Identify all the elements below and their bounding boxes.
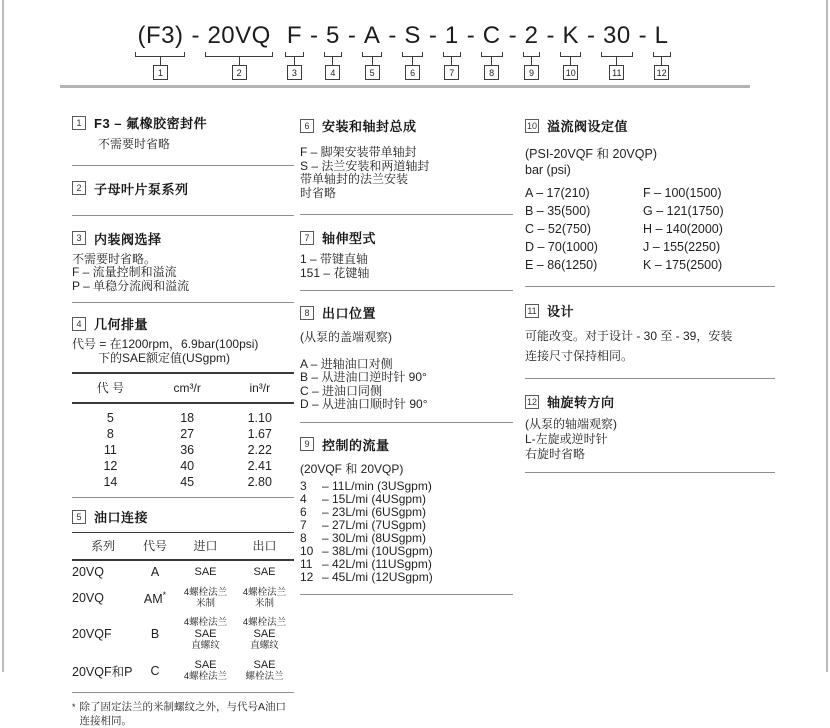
title-underline-rule (60, 85, 750, 88)
position-number-box: 6 (405, 65, 420, 80)
table-row (72, 474, 294, 497)
option-line: P – 单稳分流阀和溢流 (72, 278, 190, 293)
code-seg-text: 30 (602, 22, 631, 49)
code-seg-text: L (654, 22, 669, 49)
cell-series: 20VQ (72, 591, 104, 605)
model-code-block (0, 22, 818, 80)
table-row (72, 583, 294, 613)
position-number-box: 12 (654, 65, 669, 80)
table-row (72, 426, 294, 442)
section-divider (300, 290, 513, 291)
code-separator: - (347, 22, 356, 49)
cell-code: 11 (103, 443, 117, 457)
section-2-series (72, 179, 294, 198)
pressure-item: K – 175(2500) (643, 258, 723, 272)
option-line: B – 从进油口逆时针 90° (300, 370, 427, 384)
right-column (525, 113, 775, 473)
table-row (72, 403, 294, 426)
pressure-item: G – 121(1750) (643, 204, 724, 218)
position-number-box: 8 (484, 65, 499, 80)
cell-outlet: 4螺栓法兰 米制 (242, 587, 287, 609)
section-title: 油口连接 (94, 510, 149, 525)
code-seg-6 (402, 22, 423, 80)
stem-line (531, 57, 532, 65)
section-title: 溢流阀设定值 (547, 119, 629, 134)
section-subtitle: (从泵的盖端观察) (300, 330, 392, 344)
displacement-desc-2: 下的SAE额定值(USgpm) (98, 350, 231, 365)
flow-item: 7 – 27L/mi (7USgpm) (300, 518, 427, 532)
code-seg-12 (653, 22, 671, 80)
section-title: 几何排量 (94, 317, 149, 332)
option-line: 不需要时省略。 (72, 251, 157, 266)
section-8-outlet-position (300, 303, 513, 412)
cell-series: 20VQF (72, 627, 112, 641)
stem-line (160, 57, 161, 65)
position-number-box: 11 (609, 65, 624, 80)
page-right-border (826, 0, 828, 672)
code-separator: - (586, 22, 595, 49)
stem-line (332, 57, 333, 65)
section-divider (72, 215, 294, 216)
position-number-box: 4 (325, 65, 340, 80)
code-separator: - (638, 22, 647, 49)
code-seg-2 (205, 22, 272, 80)
code-seg-1 (135, 22, 185, 80)
code-seg-4 (324, 22, 342, 80)
pressure-item: F – 100(1500) (643, 186, 722, 200)
flow-item: 6 – 23L/mi (6USgpm) (300, 505, 427, 519)
cell-in3r: 1.10 (247, 411, 272, 425)
footnote-line: 除了固定法兰的米制螺纹之外，与代号A油口 (79, 701, 287, 713)
table-row (72, 613, 294, 655)
cell-code: 12 (103, 459, 118, 473)
column-header: 系列 (72, 533, 134, 561)
section-note: 不需要时省略 (98, 137, 171, 151)
cell-inlet: 4螺栓法兰 SAE 直螺纹 (183, 617, 228, 651)
column-header: in³/r (226, 373, 294, 403)
code-seg-text: 2 (524, 22, 539, 49)
section-3-valve-option (72, 229, 294, 294)
code-seg-11 (601, 22, 633, 80)
pressure-list-right (643, 184, 724, 274)
column-header: cm³/r (149, 373, 226, 403)
cell-code: 5 (106, 411, 114, 425)
section-divider (525, 286, 775, 287)
section-title: 内装阀选择 (94, 231, 162, 247)
stem-line (570, 57, 571, 65)
section-divider (72, 497, 294, 498)
section-subtitle: (PSI-20VQF 和 20VQP) (525, 147, 657, 161)
cell-cm3r: 27 (180, 427, 195, 441)
stem-line (412, 57, 413, 65)
displacement-table (72, 372, 294, 497)
cell-cm3r: 45 (180, 475, 195, 489)
position-number-box: 1 (153, 65, 168, 80)
cell-inlet: SAE 4螺栓法兰 (183, 659, 228, 682)
cell-code: C (150, 663, 160, 678)
section-4-displacement (72, 314, 294, 497)
stem-line (616, 57, 617, 65)
table-row (72, 560, 294, 583)
left-column (72, 110, 294, 728)
section-title: 轴伸型式 (322, 231, 377, 246)
code-separator: - (428, 22, 437, 49)
stem-line (451, 57, 452, 65)
code-separator: - (310, 22, 318, 49)
cell-code: AM* (143, 589, 167, 607)
section-11-design (525, 301, 775, 366)
option-line: D – 从进油口顺时针 90° (300, 397, 428, 411)
code-separator: - (546, 22, 555, 49)
option-line: 1 – 带键直轴 (300, 252, 369, 266)
page-left-border (2, 0, 4, 672)
cell-code: B (150, 627, 160, 641)
section-9-controlled-flow (300, 435, 513, 585)
section-12-rotation (525, 392, 775, 462)
section-10-relief-setting (525, 116, 775, 274)
code-seg-text: 1 (444, 22, 459, 49)
flow-item: 8 – 30L/mi (8USgpm) (300, 531, 427, 545)
code-separator: - (466, 22, 475, 49)
cell-outlet: SAE 螺栓法兰 (245, 659, 284, 682)
cell-series: 20VQ (72, 565, 104, 579)
cell-series: 20VQF和P (72, 664, 133, 679)
cell-in3r: 2.80 (247, 475, 272, 489)
section-number-box: 11 (525, 304, 539, 318)
cell-code: A (150, 565, 160, 579)
section-number-box: 1 (72, 116, 86, 130)
section-divider (525, 472, 775, 473)
code-seg-text: K (562, 22, 579, 49)
section-number-box: 9 (300, 437, 314, 451)
section-5-port-connections (72, 507, 294, 686)
section-1-seals (72, 113, 294, 152)
option-line: S – 法兰安装和两道轴封 (300, 158, 430, 173)
flow-item: 10 – 38L/mi (10USgpm) (300, 544, 433, 558)
table-row (72, 442, 294, 458)
section-divider (72, 302, 294, 303)
section-divider (300, 594, 513, 595)
code-separator: - (388, 22, 397, 49)
section-divider (525, 378, 775, 379)
code-seg-text: 20VQ (207, 22, 271, 49)
code-separator: - (508, 22, 517, 49)
code-seg-text: A (363, 22, 381, 49)
footnote-marker: * (162, 589, 167, 600)
pressure-item: B – 35(500) (525, 204, 591, 218)
cell-outlet: 4螺栓法兰 SAE 直螺纹 (242, 617, 287, 651)
position-number-box: 9 (524, 65, 539, 80)
rotation-line: 右旋时省略 (525, 447, 586, 461)
column-header: 出口 (235, 533, 294, 561)
rotation-line: L-左旋或逆时针 (525, 432, 608, 446)
code-seg-text: F (286, 22, 302, 49)
footnote-line: 连接相同。 (79, 715, 133, 727)
pressure-item: E – 86(1250) (525, 258, 598, 272)
section-number-box: 7 (300, 231, 314, 245)
option-line: 时省略 (300, 185, 337, 200)
option-line: C – 进油口同侧 (300, 383, 383, 398)
section-subtitle: (20VQF 和 20VQP) (300, 461, 404, 476)
section-title: 安装和轴封总成 (322, 119, 417, 134)
stem-line (294, 57, 295, 65)
section-title: 轴旋转方向 (547, 395, 615, 410)
cell-code: 14 (103, 475, 118, 489)
cell-in3r: 1.67 (247, 427, 272, 441)
section-number-box: 4 (72, 317, 86, 331)
flow-item: 3 – 11L/min (3USgpm) (300, 479, 432, 493)
section-divider (72, 165, 294, 166)
column-header: 进口 (176, 533, 235, 561)
section-title: F3 – 氟橡胶密封件 (94, 116, 208, 131)
section-divider (300, 422, 513, 423)
table-row (72, 458, 294, 474)
cell-code: 8 (106, 427, 114, 441)
table-row (72, 655, 294, 686)
section-number-box: 5 (72, 510, 86, 524)
section-divider (72, 692, 294, 693)
stem-line (372, 57, 373, 65)
option-line: 带单轴封的法兰安装 (300, 172, 409, 186)
section-6-mounting (300, 116, 513, 200)
port-table (72, 532, 294, 686)
pressure-item: D – 70(1000) (525, 240, 598, 254)
port-table-footnote (72, 700, 294, 728)
position-number-box: 10 (563, 65, 578, 80)
pressure-item: C – 52(750) (525, 222, 592, 236)
code-seg-text: 5 (326, 22, 340, 49)
section-title: 出口位置 (322, 306, 377, 321)
section-number-box: 6 (300, 119, 314, 133)
section-title: 子母叶片泵系列 (94, 181, 189, 197)
position-number-box: 5 (365, 65, 380, 80)
cell-in3r: 2.22 (247, 443, 272, 457)
cell-cm3r: 18 (180, 411, 195, 425)
cell-cm3r: 36 (180, 443, 195, 457)
rotation-line: (从泵的轴端观察) (525, 417, 617, 431)
option-line: F – 流量控制和溢流 (72, 265, 177, 279)
cell-in3r: 2.41 (247, 459, 272, 473)
position-number-box: 3 (287, 65, 302, 80)
position-number-box: 2 (232, 65, 247, 80)
code-seg-8 (481, 22, 503, 80)
cell-cm3r: 40 (180, 459, 195, 473)
section-7-shaft-type (300, 228, 513, 280)
code-seg-text: C (482, 22, 501, 49)
section-title: 设计 (547, 304, 575, 319)
pressure-list-left (525, 184, 643, 274)
code-seg-text: S (404, 22, 421, 49)
column-header: 代号 (134, 533, 176, 561)
option-line: A – 进轴油口对侧 (300, 356, 393, 371)
pressure-item: J – 155(2250) (643, 240, 721, 254)
code-seg-5 (362, 22, 383, 80)
section-number-box: 12 (526, 396, 537, 407)
stem-line (239, 57, 240, 65)
code-seg-10 (560, 22, 581, 80)
pressure-item: H – 140(2000) (643, 222, 723, 236)
design-note-line: 连接尺寸保持相同。 (525, 349, 634, 363)
section-subtitle-2: bar (psi) (525, 163, 571, 177)
section-divider (300, 214, 513, 215)
footnote-marker: * (72, 702, 76, 712)
design-note-line: 可能改变。对于设计 - 30 至 - 39，安装 (525, 329, 733, 343)
flow-item: 4 – 15L/mi (4USgpm) (300, 492, 427, 506)
section-number-box: 10 (526, 120, 537, 131)
middle-column (300, 113, 513, 595)
option-line: F – 脚架安装带单轴封 (300, 145, 417, 159)
code-separator: - (191, 22, 200, 49)
column-header: 代 号 (72, 373, 149, 403)
section-title: 控制的流量 (322, 437, 390, 453)
code-seg-3 (285, 22, 304, 80)
cell-inlet: SAE (194, 566, 217, 578)
flow-item: 11 – 42L/mi (11USgpm) (300, 557, 432, 571)
section-number-box: 2 (72, 181, 86, 195)
option-line: 151 – 花键轴 (300, 265, 370, 280)
stem-line (491, 57, 492, 65)
section-number-box: 3 (72, 231, 86, 245)
displacement-desc: 代号 = 在1200rpm，6.9bar(100psi) (72, 337, 259, 351)
section-number-box: 8 (300, 306, 314, 320)
code-seg-text: (F3) (137, 22, 184, 49)
pressure-item: A – 17(210) (525, 186, 590, 200)
code-seg-9 (523, 22, 541, 80)
code-seg-7 (443, 22, 461, 80)
cell-outlet: SAE (253, 566, 276, 578)
position-number-box: 7 (444, 65, 459, 80)
stem-line (661, 57, 662, 65)
flow-item: 12 – 45L/mi (12USgpm) (300, 570, 433, 584)
cell-inlet: 4螺栓法兰 米制 (183, 587, 228, 609)
